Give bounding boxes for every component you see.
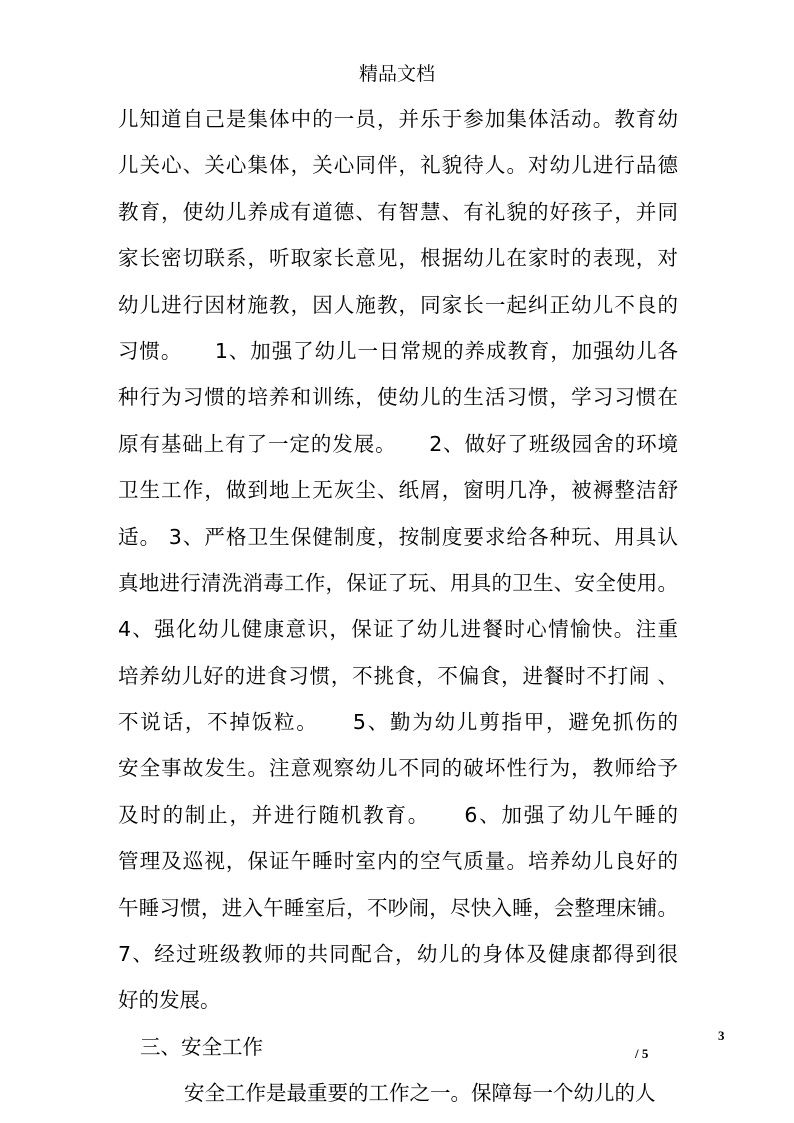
page-number: 3 bbox=[718, 1028, 725, 1043]
paragraph-line: 教育，使幼儿养成有道德、有智慧、有礼貌的好孩子，并同 bbox=[118, 199, 678, 224]
paragraph-line: 培养幼儿好的进食习惯，不挑食，不偏食，进餐时不打闹 、 bbox=[118, 663, 678, 688]
paragraph-line: 家长密切联系，听取家长意见，根据幼儿在家时的表现，对 bbox=[118, 246, 678, 271]
paragraph-line: 不说话，不掉饭粒。 5、勤为幼儿剪指甲，避免抓伤的 bbox=[118, 710, 678, 735]
paragraph-line: 午睡习惯，进入午睡室后，不吵闹，尽快入睡，会整理床铺。 bbox=[118, 895, 678, 920]
paragraph-line: 安全事故发生。注意观察幼儿不同的破坏性行为，教师给予 bbox=[118, 756, 678, 781]
paragraph-line: 儿关心、关心集体，关心同伴，礼貌待人。对幼儿进行品德 bbox=[118, 153, 678, 178]
paragraph-line: 安全工作是最重要的工作之一。保障每一个幼儿的人 bbox=[184, 1081, 656, 1106]
paragraph-line: 儿知道自己是集体中的一员，并乐于参加集体活动。教育幼 bbox=[118, 107, 678, 131]
paragraph-line: 卫生工作，做到地上无灰尘、纸屑，窗明几净，被褥整洁舒 bbox=[118, 478, 678, 503]
paragraph-line: 好的发展。 bbox=[118, 988, 221, 1013]
paragraph-line: 习惯。 1、加强了幼儿一日常规的养成教育，加强幼儿各 bbox=[118, 338, 678, 363]
paragraph-line: 适。 3、严格卫生保健制度，按制度要求给各种玩、用具认 bbox=[118, 524, 678, 549]
document-body bbox=[118, 96, 678, 1117]
page-total: / 5 bbox=[635, 1046, 649, 1061]
paragraph-line: 7、经过班级教师的共同配合，幼儿的身体及健康都得到很 bbox=[118, 942, 678, 967]
page-header-title: 精品文档 bbox=[358, 63, 435, 85]
paragraph-line: 及时的制止，并进行随机教育。 6、加强了幼儿午睡的 bbox=[118, 802, 678, 827]
paragraph-line: 幼儿进行因材施教，因人施教，同家长一起纠正幼儿不良的 bbox=[118, 292, 678, 317]
section-heading: 三、安全工作 bbox=[140, 1034, 263, 1059]
paragraph-line: 种行为习惯的培养和训练，使幼儿的生活习惯，学习习惯在 bbox=[118, 385, 678, 410]
paragraph-line: 4、强化幼儿健康意识，保证了幼儿进餐时心情愉快。注重 bbox=[118, 617, 678, 642]
paragraph-line: 管理及巡视，保证午睡时室内的空气质量。培养幼儿良好的 bbox=[118, 849, 678, 874]
paragraph-line: 原有基础上有了一定的发展。 2、做好了班级园舍的环境 bbox=[118, 431, 678, 456]
paragraph-line: 真地进行清洗消毒工作，保证了玩、用具的卫生、安全使用。 bbox=[118, 570, 678, 595]
